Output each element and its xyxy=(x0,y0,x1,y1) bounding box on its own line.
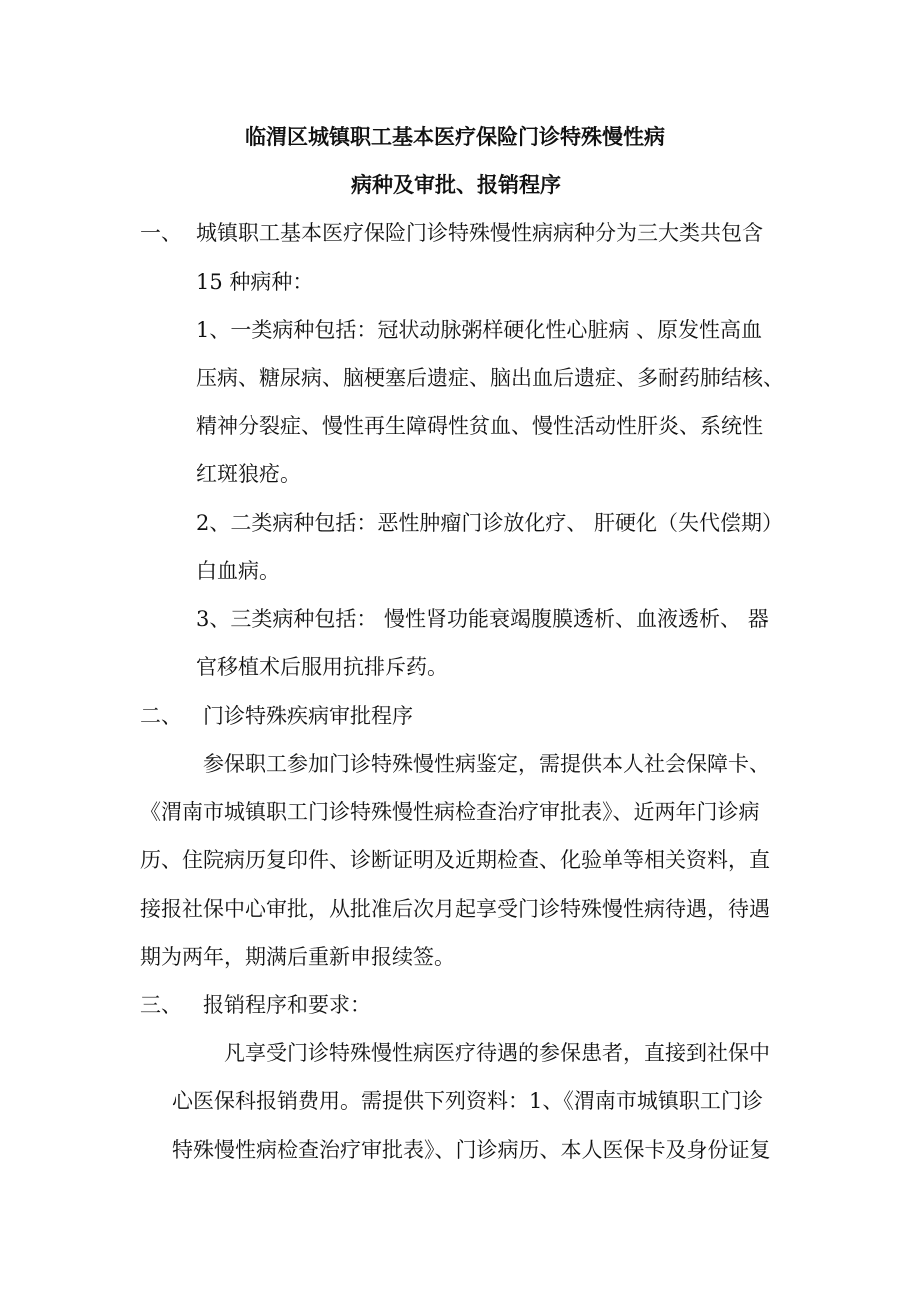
disease-category-1: 压病、糖尿病、脑梗塞后遗症、脑出血后遗症、多耐药肺结核、 xyxy=(196,366,784,390)
disease-category-2: 白血病。 xyxy=(196,559,280,583)
section-3-paragraph: 心医保科报销费用。需提供下列资料：1、《渭南市城镇职工门诊 xyxy=(172,1089,763,1113)
disease-category-2: 2、二类病种包括：恶性肿瘤门诊放化疗、 肝硬化（失代偿期） xyxy=(196,511,784,535)
section-2-paragraph: 期为两年，期满后重新申报续签。 xyxy=(140,945,455,969)
section-3-paragraph: 特殊慢性病检查治疗审批表》、门诊病历、本人医保卡及身份证复 xyxy=(172,1138,771,1162)
section-2-heading: 门诊特殊疾病审批程序 xyxy=(203,704,413,728)
section-3-heading: 报销程序和要求： xyxy=(203,993,371,1017)
disease-category-1: 1、一类病种包括：冠状动脉粥样硬化性心脏病 、原发性高血 xyxy=(196,318,763,342)
section-2-paragraph: 《渭南市城镇职工门诊特殊慢性病检查治疗审批表》、近两年门诊病 xyxy=(140,800,760,824)
disease-category-1: 红斑狼疮。 xyxy=(196,462,301,486)
document-title-line-2: 病种及审批、报销程序 xyxy=(351,172,561,197)
section-2-paragraph: 接报社保中心审批，从批准后次月起享受门诊特殊慢性病待遇，待遇 xyxy=(140,897,770,921)
section-1-text: 城镇职工基本医疗保险门诊特殊慢性病病种分为三大类共包含 xyxy=(196,221,763,245)
section-2-paragraph: 历、住院病历复印件、诊断证明及近期检查、化验单等相关资料，直 xyxy=(140,848,770,872)
section-2-number: 二、 xyxy=(140,704,182,728)
section-1-number: 一、 xyxy=(140,221,182,245)
section-3-number: 三、 xyxy=(140,993,182,1017)
document-title-line-1: 临渭区城镇职工基本医疗保险门诊特殊慢性病 xyxy=(245,124,665,149)
disease-category-1: 精神分裂症、慢性再生障碍性贫血、慢性活动性肝炎、系统性 xyxy=(196,414,763,438)
section-1-text: 15 种病种： xyxy=(196,270,314,294)
disease-category-3: 官移植术后服用抗排斥药。 xyxy=(196,655,448,679)
disease-category-3: 3、三类病种包括： 慢性肾功能衰竭腹膜透析、血液透析、 器 xyxy=(196,607,769,631)
section-3-paragraph: 凡享受门诊特殊慢性病医疗待遇的参保患者，直接到社保中 xyxy=(224,1041,770,1065)
section-2-paragraph: 参保职工参加门诊特殊慢性病鉴定，需提供本人社会保障卡、 xyxy=(203,752,770,776)
